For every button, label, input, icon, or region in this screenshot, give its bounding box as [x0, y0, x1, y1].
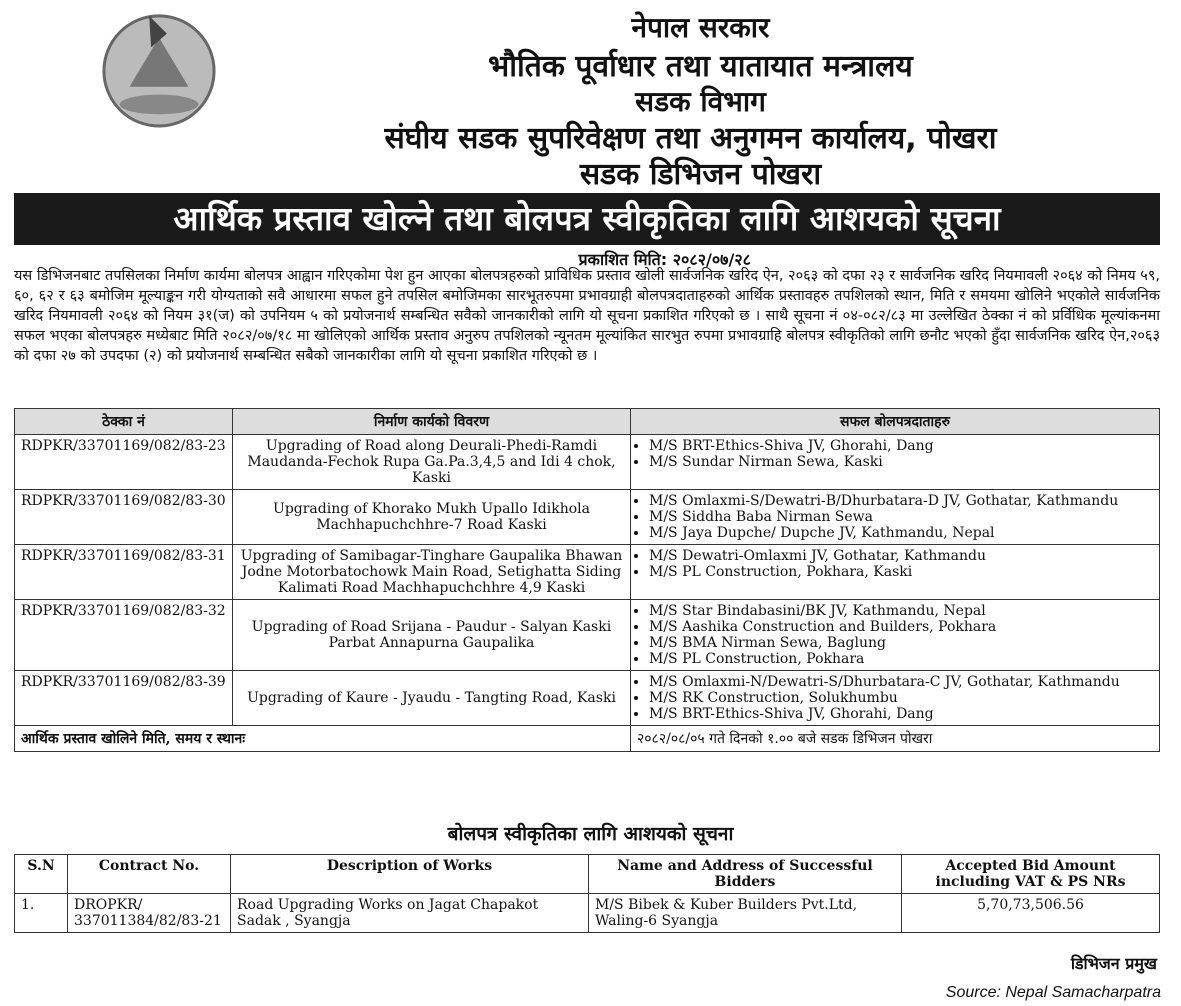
col-description: निर्माण कार्यको विवरण: [233, 409, 631, 435]
table-row: [15, 435, 1160, 490]
approval-table: [14, 854, 1160, 933]
bidder: • M/S Omlaxmi-S/Dewatri-B/Dhurbatara-D JV, Gothatar, Kathmandu: [649, 493, 1153, 509]
bidder: • M/S PL Construction, Pokhara, Kaski: [649, 564, 1153, 580]
bidder-list: [631, 435, 1160, 490]
amount: 5,70,73,506.56: [902, 894, 1160, 933]
col-contract-no: ठेक्का नं: [15, 409, 233, 435]
col-desc: Description of Works: [231, 855, 589, 894]
work-description: Upgrading of Road Srijana - Paudur - Salyan Kaski Parbat Annapurna Gaupalika: [233, 600, 631, 671]
work-description: Upgrading of Khorako Mukh Upallo Idikhola Machhapuchchhre-7 Road Kaski: [233, 490, 631, 545]
source-credit: Source: Nepal Samacharpatra: [945, 984, 1161, 1001]
contract-no: RDPKR/33701169/082/83-39: [15, 671, 233, 726]
contract-no: RDPKR/33701169/082/83-32: [15, 600, 233, 671]
notice-paragraph: यस डिभिजनबाट तपसिलका निर्माण कार्यमा बोलपत्र आह्वान गरिएकोमा पेश हुन आएका बोलपत्रहरुको प्राविधिक प्रस्ताव खोली सार्वजनिक खरिद ऐन, २०६३ को दफा २३ र सार्वजनिक खरिद नियमावली २०६४ को निमय ५९, ६०, ६२ र ६३ बमोजिम मूल्याङ्कन गरी योग्यताको सवै आधारमा सफल हुने तपसिल बमोजिमका सारभूतरुपमा प्रभावग्राही बोलपत्रदाताहरुको आर्थिक प्रस्तावहरु तपशिलको स्थान, मिति र समयमा खोलिने भएकोले सार्वजनिक खरिद नियमावली २०६४ को नियम ३१(ज) को उपनियम ५ को प्रयोजनार्थ सम्बन्धित सवैको जानकारीको लागि यो सूचना प्रकाशित गरिएको छ । साथै सूचना नं ०४-०८२/८३ मा उल्लेखित ठेक्का नं को प्रर्विधिक मूल्यांकनमा सफल भएका बोलपत्रहरु मध्येबाट मिति २०८२/०७/१८ मा खोलिएको आर्थिक प्रस्ताव अनुरुप तपशिलको न्यूनतम मूल्यांकित सारभुत रुपमा प्रभावग्राहि बोलपत्र स्वीकृतिको लागि छनौट भएको हुँदा सार्वजनिक खरिद ऐन,२०६३ को दफा २७ को उपदफा (२) को प्रयोजनार्थ सम्बन्धित सबैको जानकारीका लागि यो सूचना प्रकाशित गरिएको छ ।: [14, 268, 1161, 364]
work-description: Upgrading of Samibagar-Tinghare Gaupalika Bhawan Jodne Motorbatochowk Main Road, Setighatta Siding Kalimati Road Machhapuchchhre 4,9 Kaski: [233, 545, 631, 600]
nepal-emblem-icon: [100, 8, 218, 130]
bidder-list: [631, 600, 1160, 671]
col-bidders: सफल बोलपत्रदाताहरु: [631, 409, 1160, 435]
bidder-list: [631, 490, 1160, 545]
bidders-table: [14, 408, 1160, 752]
description: Road Upgrading Works on Jagat Chapakot Sadak , Syangja: [231, 894, 589, 933]
table-row: [15, 671, 1160, 726]
bidder: M/S Bibek & Kuber Builders Pvt.Ltd, Waling-6 Syangja: [589, 894, 902, 933]
opening-label: आर्थिक प्रस्ताव खोलिने मिति, समय र स्थानः: [15, 726, 631, 752]
work-description: Upgrading of Road along Deurali-Phedi-Ramdi Maudanda-Fechok Rupa Ga.Pa.3,4,5 and Idi 4 chok, Kaski: [233, 435, 631, 490]
table-row: [15, 545, 1160, 600]
bidder: • M/S BMA Nirman Sewa, Baglung: [649, 635, 1153, 651]
bidder: • M/S Omlaxmi-N/Dewatri-S/Dhurbatara-C JV, Gothatar, Kathmandu: [649, 674, 1153, 690]
contract-no: DROPKR/ 337011384/82/83-21: [68, 894, 231, 933]
bidder: • M/S Jaya Dupche/ Dupche JV, Kathmandu, Nepal: [649, 525, 1153, 541]
bidder: • M/S RK Construction, Solukhumbu: [649, 690, 1153, 706]
approval-subheading: बोलपत्र स्वीकृतिका लागि आशयको सूचना: [447, 823, 734, 845]
table-row: [15, 490, 1160, 545]
col-sn: S.N: [15, 855, 68, 894]
contract-no: RDPKR/33701169/082/83-23: [15, 435, 233, 490]
bidder: • M/S Sundar Nirman Sewa, Kaski: [649, 454, 1153, 470]
header-line-2: भौतिक पूर्वाधार तथा यातायात मन्त्रालय: [488, 49, 913, 84]
bidder: • M/S PL Construction, Pokhara: [649, 651, 1153, 667]
bidder: • M/S Aashika Construction and Builders, Pokhara: [649, 619, 1153, 635]
bidder: • M/S Star Bindabasini/BK JV, Kathmandu, Nepal: [649, 603, 1153, 619]
published-date: प्रकाशित मिति: २०८२/०७/२८: [578, 250, 751, 269]
header-line-1: नेपाल सरकार: [631, 11, 770, 44]
table-row: [15, 600, 1160, 671]
header-line-5: सडक डिभिजन पोखरा: [579, 157, 822, 192]
col-amount: Accepted Bid Amount including VAT & PS NRs: [902, 855, 1160, 894]
header-line-4: संघीय सडक सुपरिवेक्षण तथा अनुगमन कार्यालय, पोखरा: [384, 121, 997, 156]
opening-value: २०८२/०८/०५ गते दिनको १.०० बजे सडक डिभिजन पोखरा: [631, 726, 1160, 752]
header-line-3: सडक विभाग: [635, 85, 766, 118]
opening-info-row: [15, 726, 1160, 752]
notice-title-banner: आर्थिक प्रस्ताव खोल्ने तथा बोलपत्र स्वीकृतिका लागि आशयको सूचना: [14, 193, 1160, 245]
table-row: [15, 894, 1160, 933]
work-description: Upgrading of Kaure - Jyaudu - Tangting Road, Kaski: [233, 671, 631, 726]
contract-no: RDPKR/33701169/082/83-30: [15, 490, 233, 545]
contract-no: RDPKR/33701169/082/83-31: [15, 545, 233, 600]
sn: 1.: [15, 894, 68, 933]
signature: डिभिजन प्रमुख: [1070, 954, 1157, 973]
bidder-list: [631, 671, 1160, 726]
bidder: • M/S BRT-Ethics-Shiva JV, Ghorahi, Dang: [649, 706, 1153, 722]
col-contract: Contract No.: [68, 855, 231, 894]
col-bidder: Name and Address of Successful Bidders: [589, 855, 902, 894]
bidder-list: [631, 545, 1160, 600]
bidder: • M/S Siddha Baba Nirman Sewa: [649, 509, 1153, 525]
bidder: • M/S Dewatri-Omlaxmi JV, Gothatar, Kathmandu: [649, 548, 1153, 564]
bidder: • M/S BRT-Ethics-Shiva JV, Ghorahi, Dang: [649, 438, 1153, 454]
